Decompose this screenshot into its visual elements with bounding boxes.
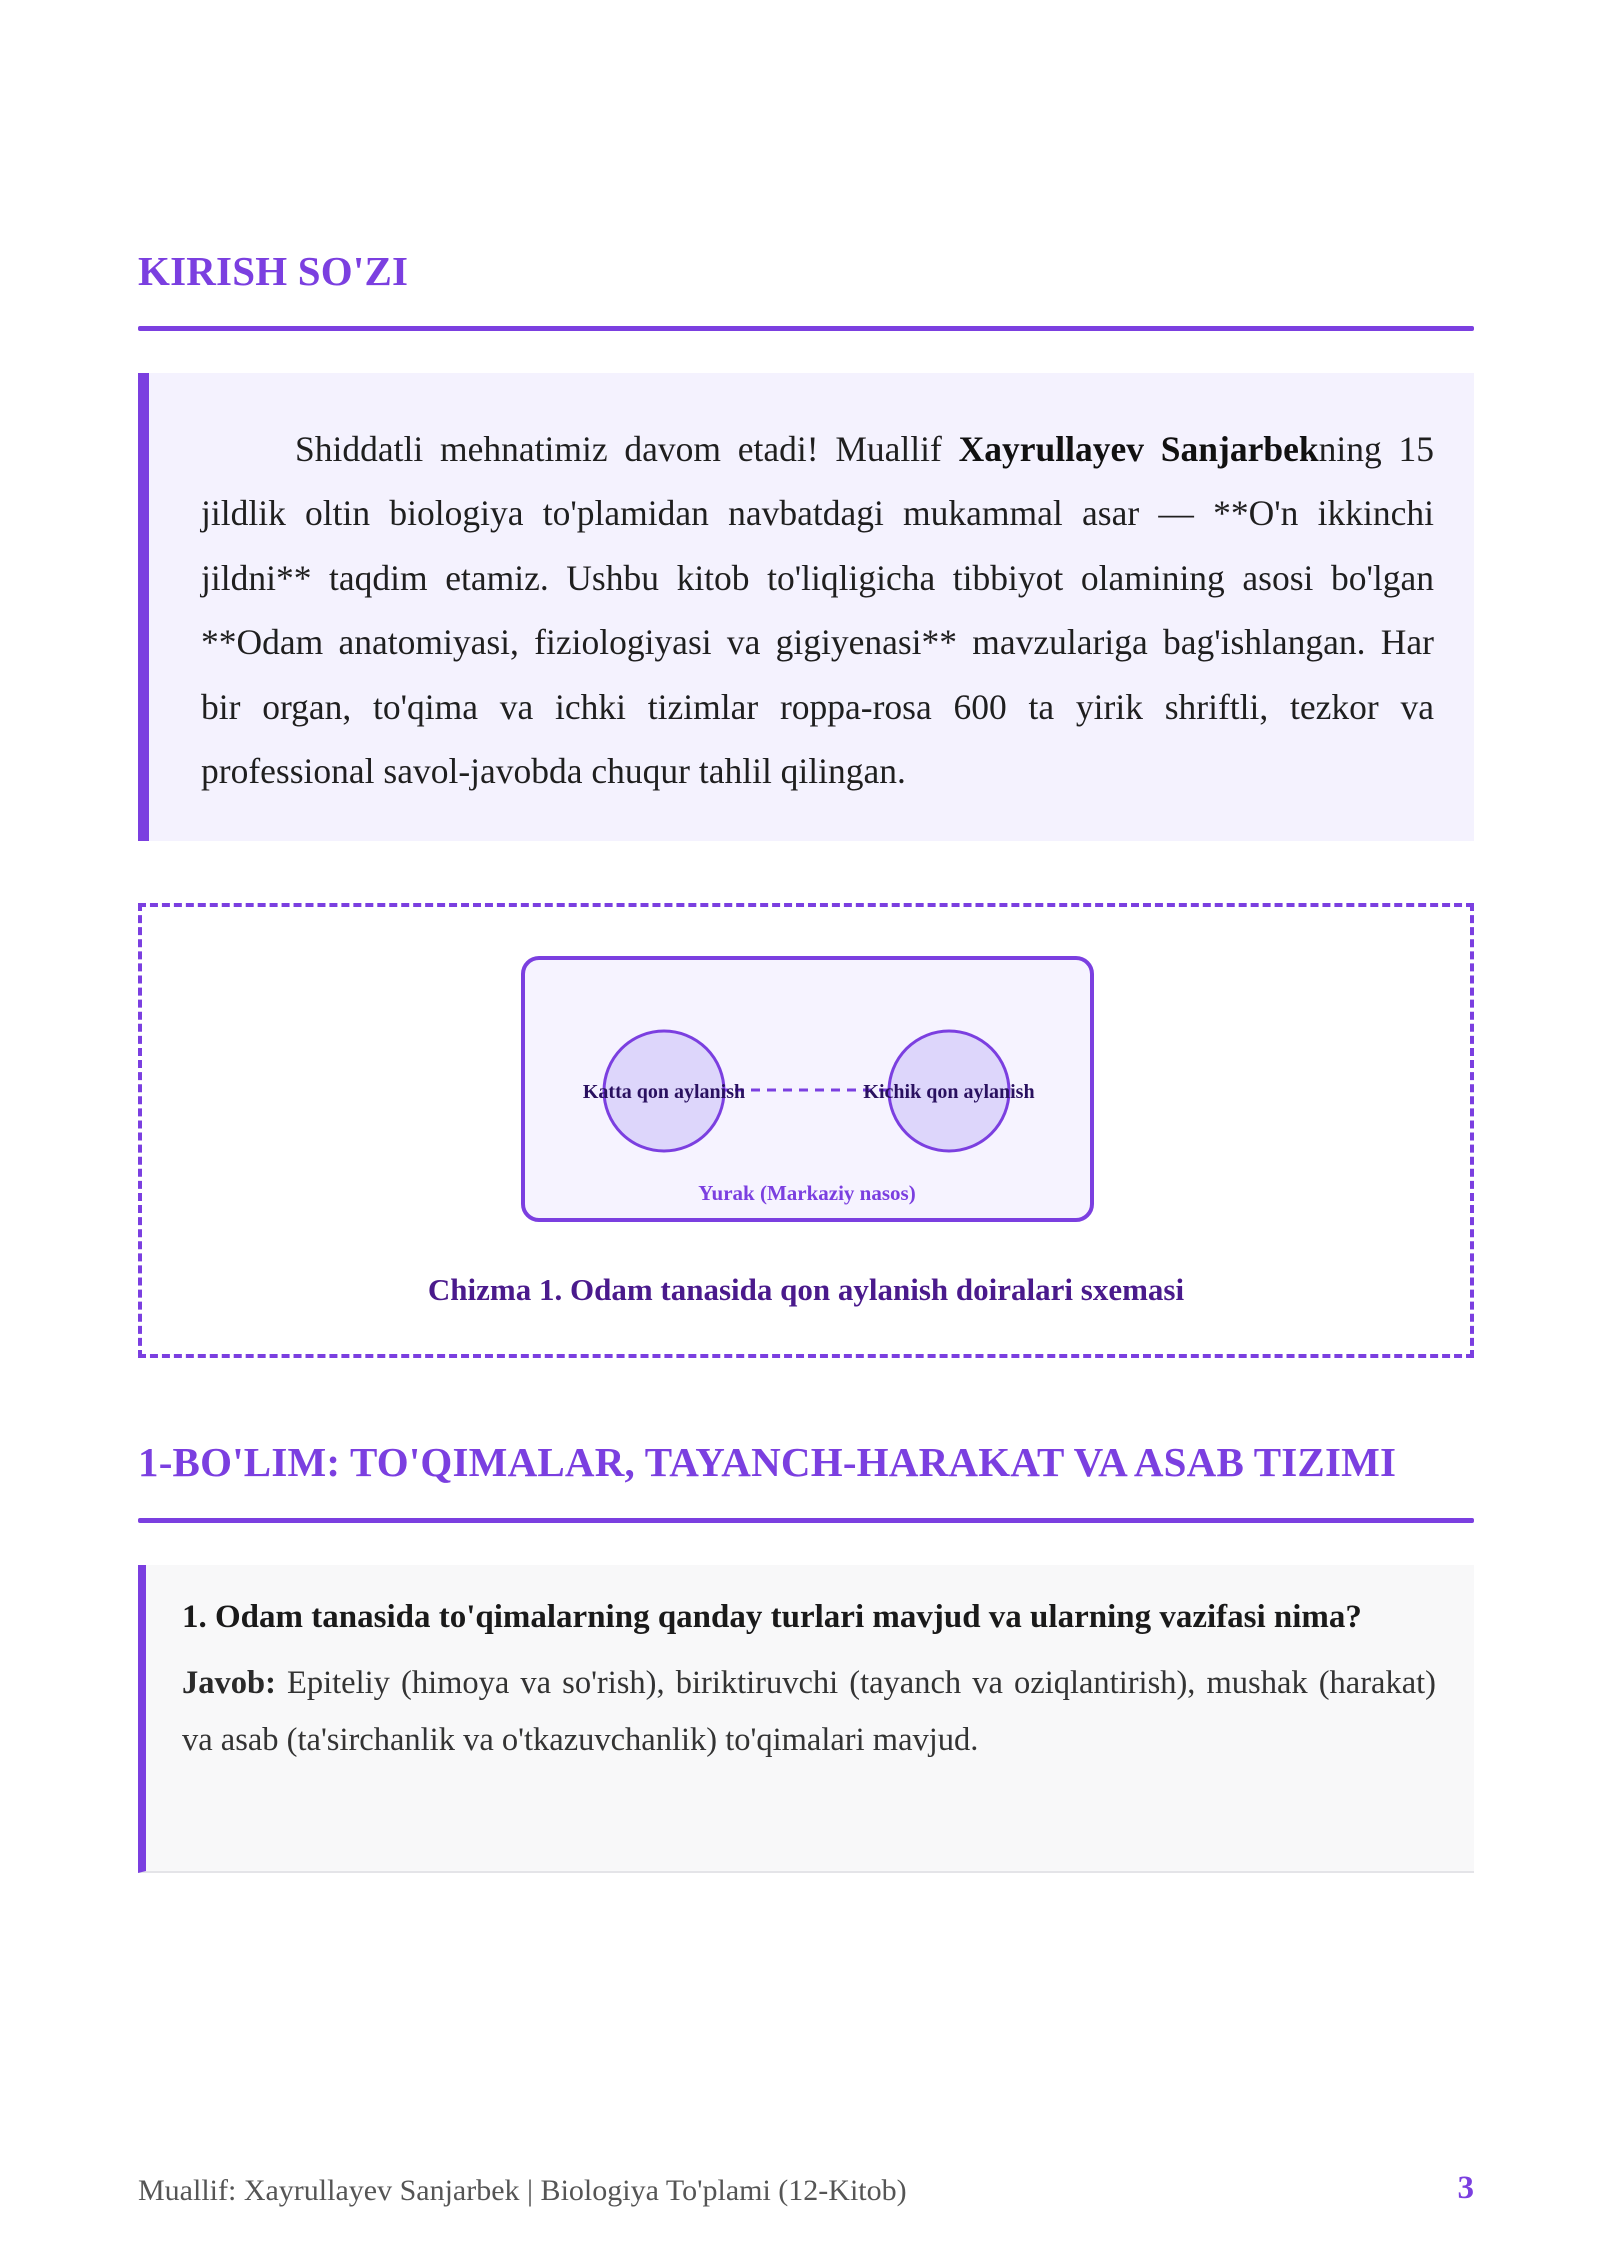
intro-text-start: Shiddatli mehnatimiz davom etadi! Muallif (295, 429, 959, 469)
page-number: 3 (1457, 2170, 1474, 2206)
answer-paragraph (182, 1655, 1436, 1769)
intro-author-name: Xayrullayev Sanjarbek (958, 429, 1319, 469)
intro-title: KIRISH SO'ZI (138, 248, 409, 294)
answer-text: Epiteliy (himoya va so'rish), biriktiruvchi (tayanch va oziqlantirish), mushak (harakat) va asab (ta'sirchanlik va o'tkazuvchanlik) to'qimalari mavjud. (182, 1665, 1436, 1758)
footer-text: Muallif: Xayrullayev Sanjarbek | Biologiya To'plami (12-Kitob) (138, 2174, 907, 2207)
figure-caption: Chizma 1. Odam tanasida qon aylanish doiralari sxemasi (427, 1272, 1185, 1307)
qa-item (138, 1565, 1474, 1873)
intro-title-rule (138, 326, 1474, 331)
intro-box (138, 373, 1474, 841)
pulmonary-circulation-label: Kichik qon aylanish (863, 1081, 1035, 1103)
section1-title-rule (138, 1518, 1474, 1523)
answer-label: Javob: (182, 1665, 276, 1701)
question-text: 1. Odam tanasida to'qimalarning qanday turlari mavjud va ularning vazifasi nima? (182, 1599, 1362, 1635)
section1-title: 1-BO'LIM: TO'QIMALAR, TAYANCH-HARAKAT VA ASAB TIZIMI (138, 1439, 1397, 1485)
intro-paragraph (201, 417, 1434, 803)
intro-text-rest: ning 15 jildlik oltin biologiya to'plamidan navbatdagi mukammal asar — **O'n ikkinchi jildni** taqdim etamiz. Ushbu kitob to'liqligicha tibbiyot olamining asosi bo'lgan **Odam anatomiyasi, fiziologiyasi va gigiyenasi** mavzulariga bag'ishlangan. Har bir organ, to'qima va ichki tizimlar roppa-rosa 600 ta yirik shriftli, tezkor va professional savol-javobda chuqur tahlil qilingan. (201, 429, 1434, 792)
figure-box (138, 903, 1474, 1358)
heart-label: Yurak (Markaziy nasos) (698, 1181, 916, 1205)
systemic-circulation-label: Katta qon aylanish (582, 1081, 746, 1103)
